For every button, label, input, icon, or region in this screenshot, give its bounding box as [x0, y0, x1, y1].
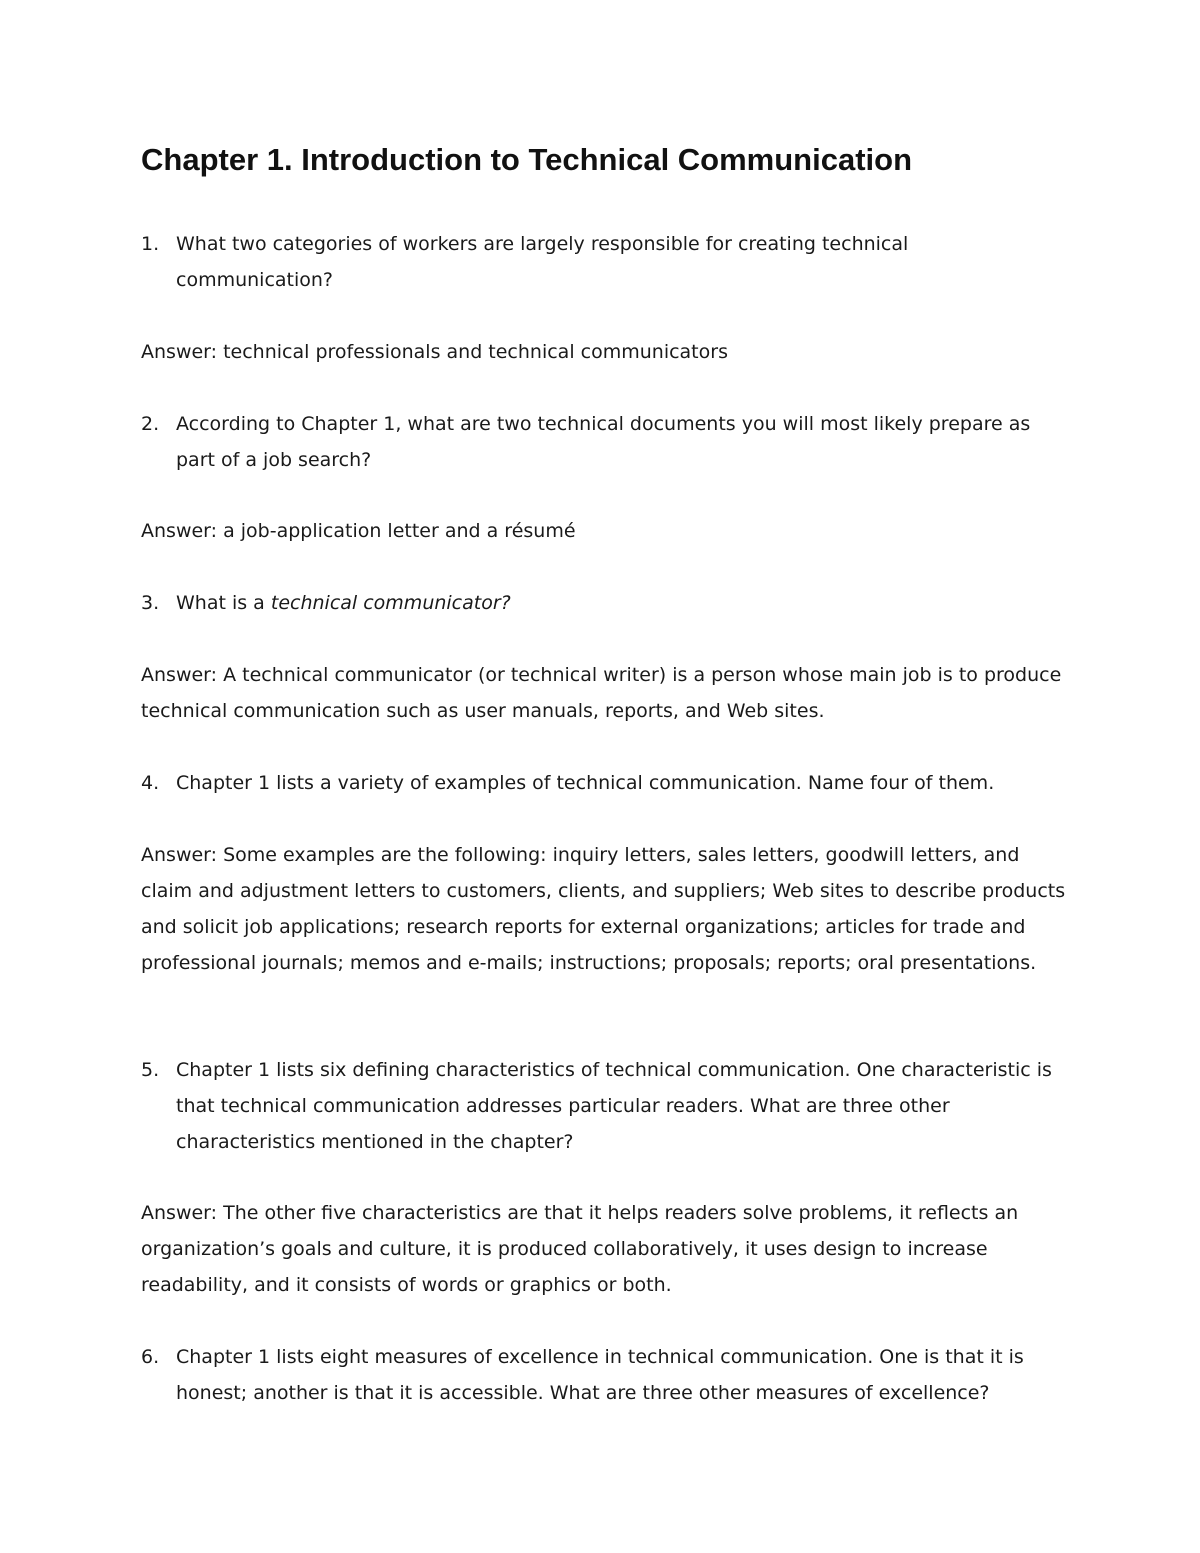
question-5 [141, 1052, 1061, 1160]
page-title: Chapter 1. Introduction to Technical Communication [141, 142, 913, 177]
question-1 [141, 226, 1061, 298]
question-number: 6. [141, 1346, 160, 1368]
question-text: What two categories of workers are largely responsible for creating technical communication? [176, 233, 909, 291]
question-number: 2. [141, 413, 160, 435]
answer-2: Answer: a job-application letter and a résumé [141, 520, 576, 542]
question-text [176, 585, 1061, 621]
question-3 [141, 585, 1061, 621]
question-number: 1. [141, 233, 160, 255]
question-text: According to Chapter 1, what are two technical documents you will most likely prepare as part of a job search? [176, 413, 1031, 471]
question-text-italic-term: technical communicator? [270, 592, 511, 614]
question-number: 4. [141, 772, 160, 794]
question-number: 5. [141, 1059, 160, 1081]
question-6 [141, 1339, 1061, 1411]
question-number: 3. [141, 592, 160, 614]
answer-4: Answer: Some examples are the following: inquiry letters, sales letters, goodwill letters, and claim and adjustment letters to customers, clients, and suppliers; Web sites to describe products and solicit job applications; research reports for external organizations; articles for trade and professional journals; memos and e-mails; instructions; proposals; reports; oral presentations. [141, 844, 1066, 974]
question-text: Chapter 1 lists six defining characteristics of technical communication. One characteristic is that technical communication addresses particular readers. What are three other characteristics mentioned in the chapter? [176, 1059, 1052, 1153]
answer-5: Answer: The other five characteristics are that it helps readers solve problems, it reflects an organization’s goals and culture, it is produced collaboratively, it uses design to increase readability, and it consists of words or graphics or both. [141, 1202, 1019, 1296]
question-4 [141, 765, 1061, 801]
question-2 [141, 406, 1061, 478]
question-text-prefix: What is a [176, 592, 271, 614]
question-text: Chapter 1 lists a variety of examples of technical communication. Name four of them. [176, 772, 995, 794]
answer-1: Answer: technical professionals and technical communicators [141, 341, 728, 363]
question-text: Chapter 1 lists eight measures of excellence in technical communication. One is that it is honest; another is that it is accessible. What are three other measures of excellence? [176, 1346, 1024, 1404]
answer-3: Answer: A technical communicator (or technical writer) is a person whose main job is to produce technical communication such as user manuals, reports, and Web sites. [141, 664, 1062, 722]
